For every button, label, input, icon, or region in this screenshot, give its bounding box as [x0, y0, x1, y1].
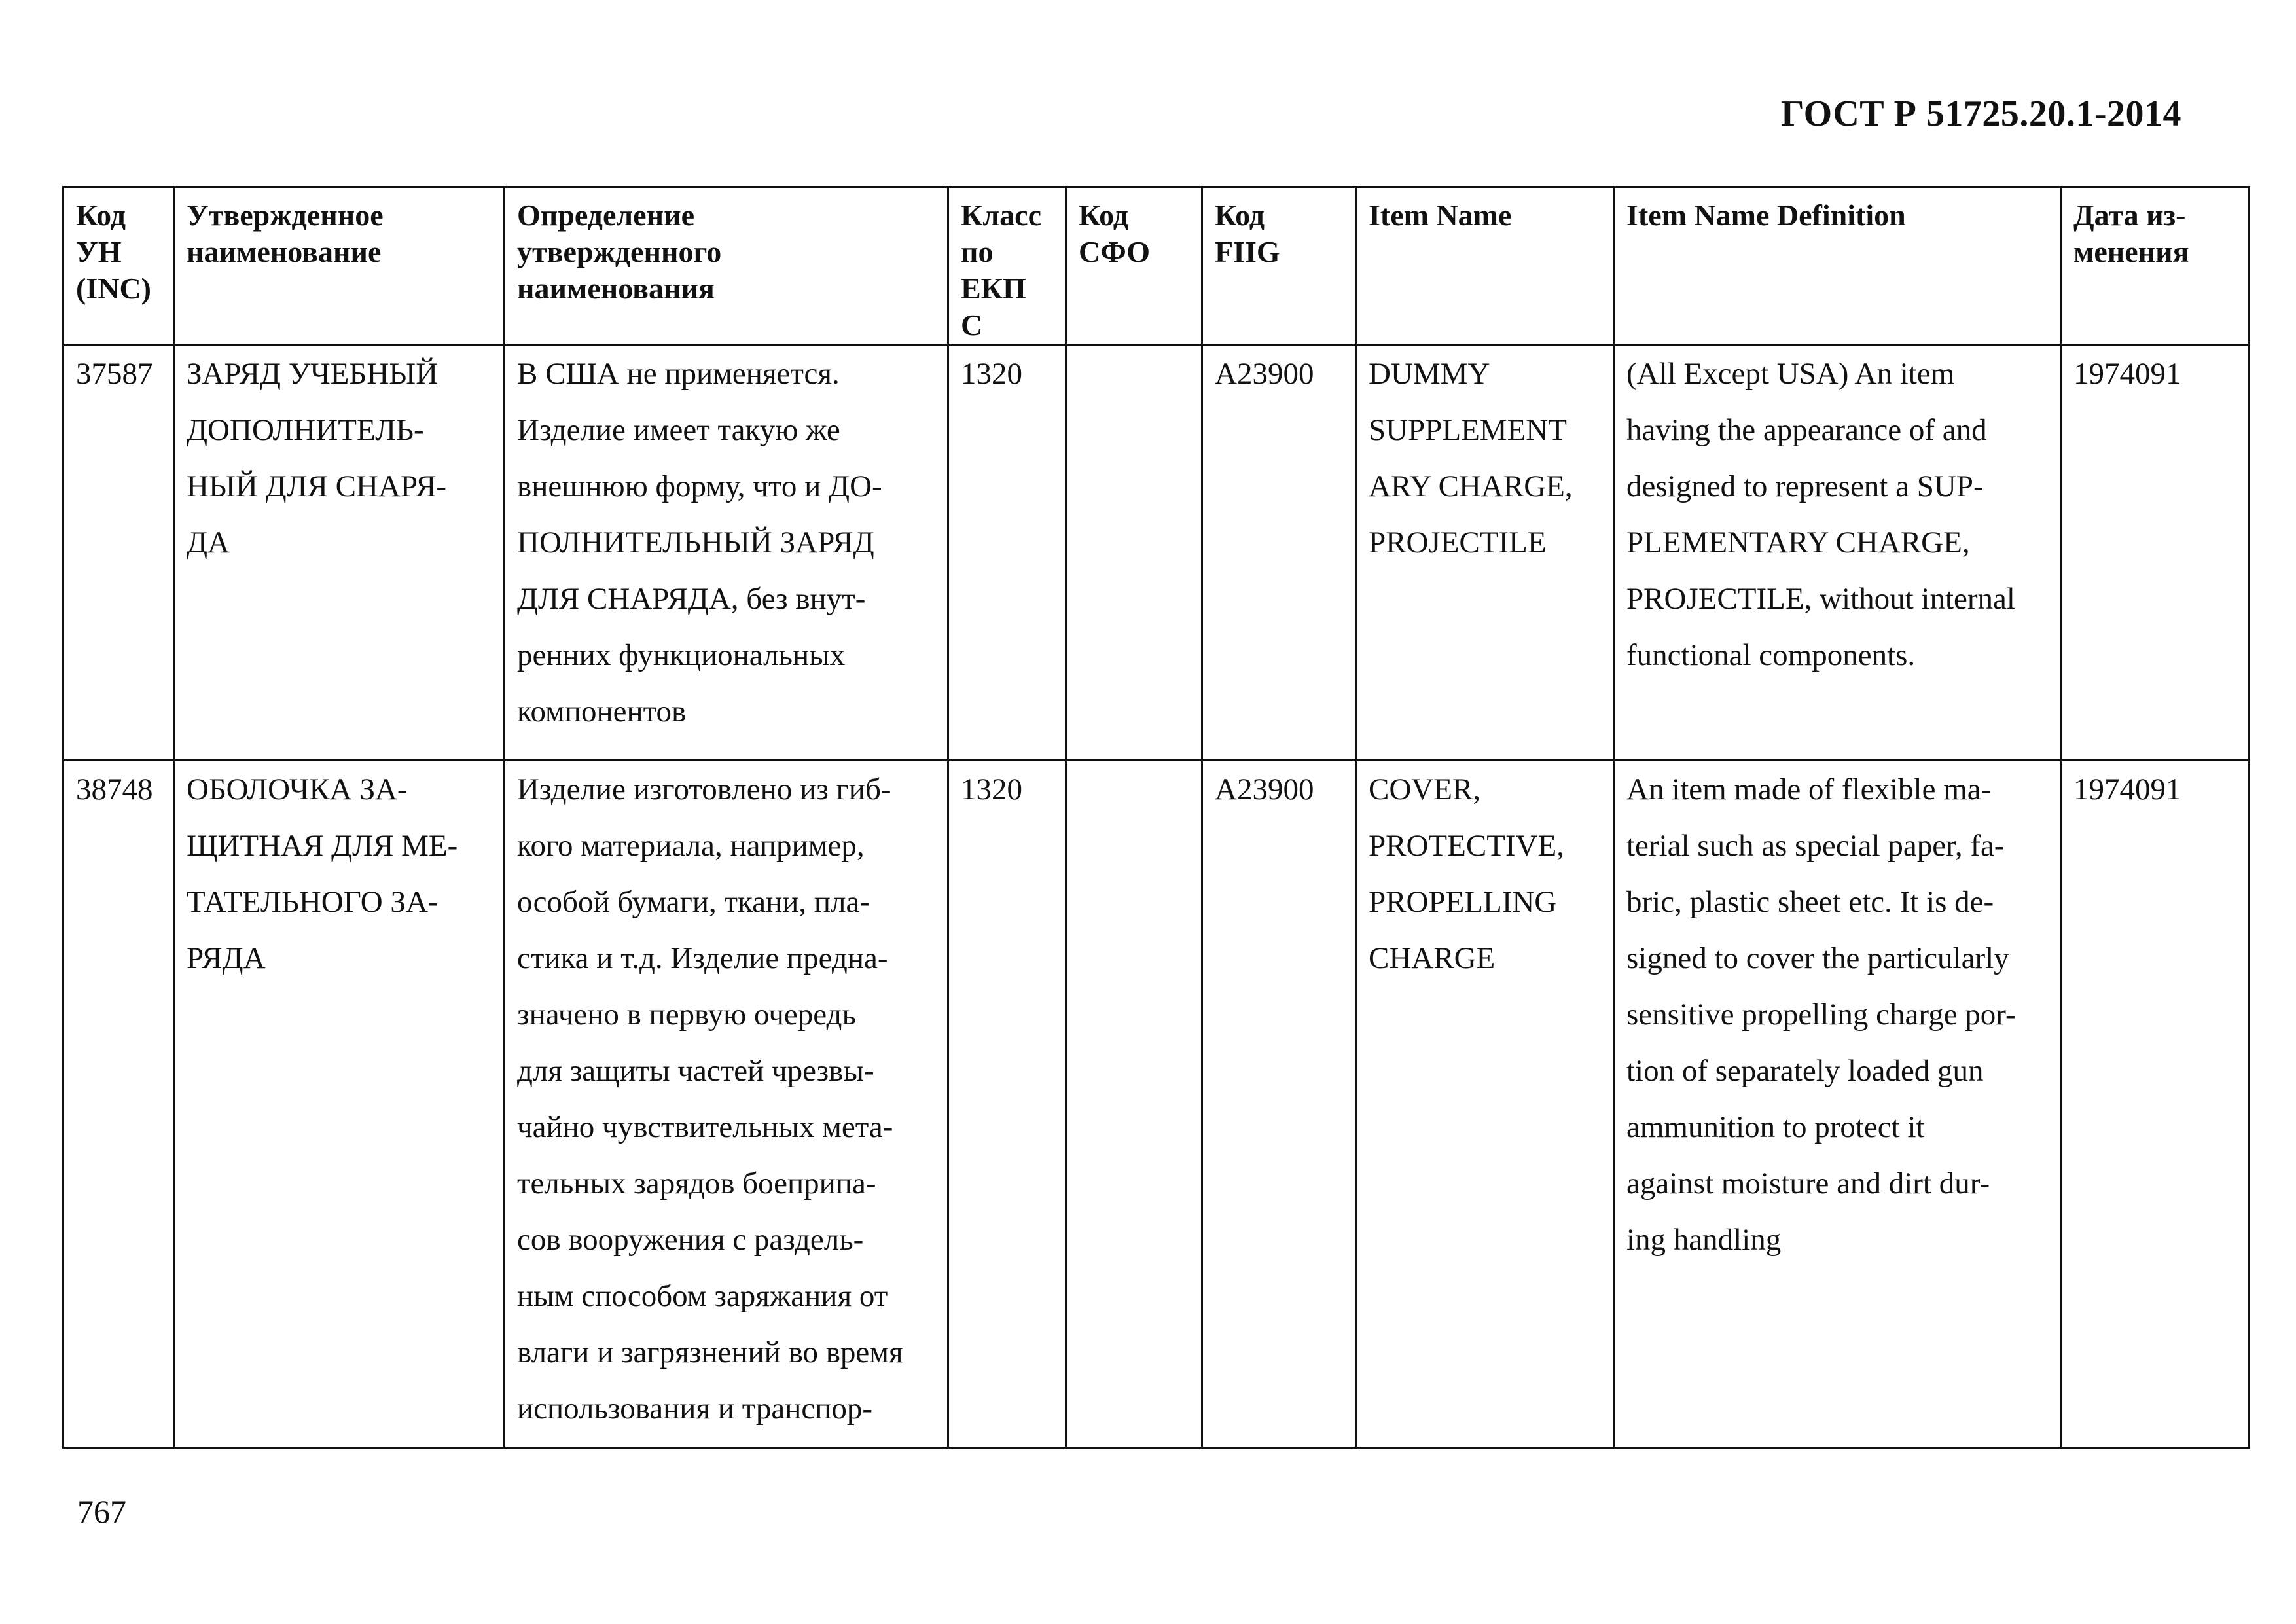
column-header-item-definition-label: Item Name Definition [1626, 198, 1906, 232]
sfo-cell [1066, 761, 1202, 1448]
item-definition-cell [1614, 345, 2061, 761]
item-name-table [62, 186, 2250, 1449]
table-row [63, 761, 2250, 1448]
class-value: 1320 [961, 357, 1022, 391]
definition-value: Изделие изготовлено из гиб- кого материала, например, особой бумаги, ткани, пла- стика и т.д. Изделие предна- значено в первую очередь для защиты частей чрезвы- чайно чувствительных мета- тельных зарядов боеприпа- сов вооружения с раздель- ным способом заряжания от влаги и загрязнений во время использования и транспор- [517, 772, 903, 1426]
sfo-cell [1066, 345, 1202, 761]
inc-value: 38748 [76, 772, 153, 807]
date-value: 1974091 [2073, 772, 2181, 807]
column-header-fiig [1202, 187, 1356, 345]
column-header-definition [505, 187, 948, 345]
table-row [63, 345, 2250, 761]
column-header-definition-label: Определение утвержденного наименования [517, 198, 722, 306]
column-header-sfo-label: Код СФО [1079, 198, 1151, 269]
definition-cell [505, 345, 948, 761]
inc-value: 37587 [76, 357, 153, 391]
column-header-item-definition [1614, 187, 2061, 345]
date-cell [2061, 761, 2250, 1448]
fiig-value: A23900 [1215, 357, 1314, 391]
column-header-fiig-label: Код FIIG [1215, 198, 1280, 269]
approved-name-cell [174, 761, 505, 1448]
column-header-class [948, 187, 1066, 345]
column-header-class-label: Класс по ЕКП С [961, 198, 1041, 342]
standard-designation: ГОСТ Р 51725.20.1-2014 [1780, 94, 2181, 134]
column-header-approved-name-label: Утвержденное наименование [187, 198, 384, 269]
item-name-value: DUMMY SUPPLEMENT ARY CHARGE, PROJECTILE [1369, 357, 1573, 560]
column-header-sfo [1066, 187, 1202, 345]
approved-name-value: ЗАРЯД УЧЕБНЫЙ ДОПОЛНИТЕЛЬ- НЫЙ ДЛЯ СНАРЯ- ДА [187, 357, 447, 560]
definition-cell [505, 761, 948, 1448]
approved-name-value: ОБОЛОЧКА ЗА- ЩИТНАЯ ДЛЯ МЕ- ТАТЕЛЬНОГО ЗА- РЯДА [187, 772, 458, 976]
table-header [63, 187, 2250, 345]
fiig-value: A23900 [1215, 772, 1314, 807]
item-definition-value: (All Except USA) An item having the appearance of and designed to represent a SUP- PLEMENTARY CHARGE, PROJECTILE, without internal functional components. [1626, 357, 2015, 673]
column-header-date-label: Дата из- менения [2073, 198, 2189, 269]
column-header-item-name [1356, 187, 1614, 345]
item-name-cell [1356, 345, 1614, 761]
table-body [63, 345, 2250, 1448]
column-header-date [2061, 187, 2250, 345]
date-cell [2061, 345, 2250, 761]
approved-name-cell [174, 345, 505, 761]
fiig-cell [1202, 761, 1356, 1448]
date-value: 1974091 [2073, 357, 2181, 391]
column-header-inc-label: Код УН (INC) [76, 198, 151, 306]
column-header-approved-name [174, 187, 505, 345]
fiig-cell [1202, 345, 1356, 761]
definition-value: В США не применяется. Изделие имеет такую же внешнюю форму, что и ДО- ПОЛНИТЕЛЬНЫЙ ЗАРЯД ДЛЯ СНАРЯДА, без внут- ренних функциональных компонентов [517, 357, 882, 729]
item-definition-value: An item made of flexible ma- terial such as special paper, fa- bric, plastic sheet etc. It is de- signed to cover the particularly sensitive propelling charge por- tion of separately loaded gun ammunition to protect it against moisture and dirt dur- ing handling [1626, 772, 2016, 1257]
page-number: 767 [77, 1493, 126, 1530]
inc-cell [63, 345, 174, 761]
item-definition-cell [1614, 761, 2061, 1448]
class-value: 1320 [961, 772, 1022, 807]
item-name-cell [1356, 761, 1614, 1448]
class-cell [948, 345, 1066, 761]
inc-cell [63, 761, 174, 1448]
item-name-value: COVER, PROTECTIVE, PROPELLING CHARGE [1369, 772, 1564, 976]
header-row [63, 187, 2250, 345]
class-cell [948, 761, 1066, 1448]
column-header-inc [63, 187, 174, 345]
column-header-item-name-label: Item Name [1369, 198, 1512, 232]
